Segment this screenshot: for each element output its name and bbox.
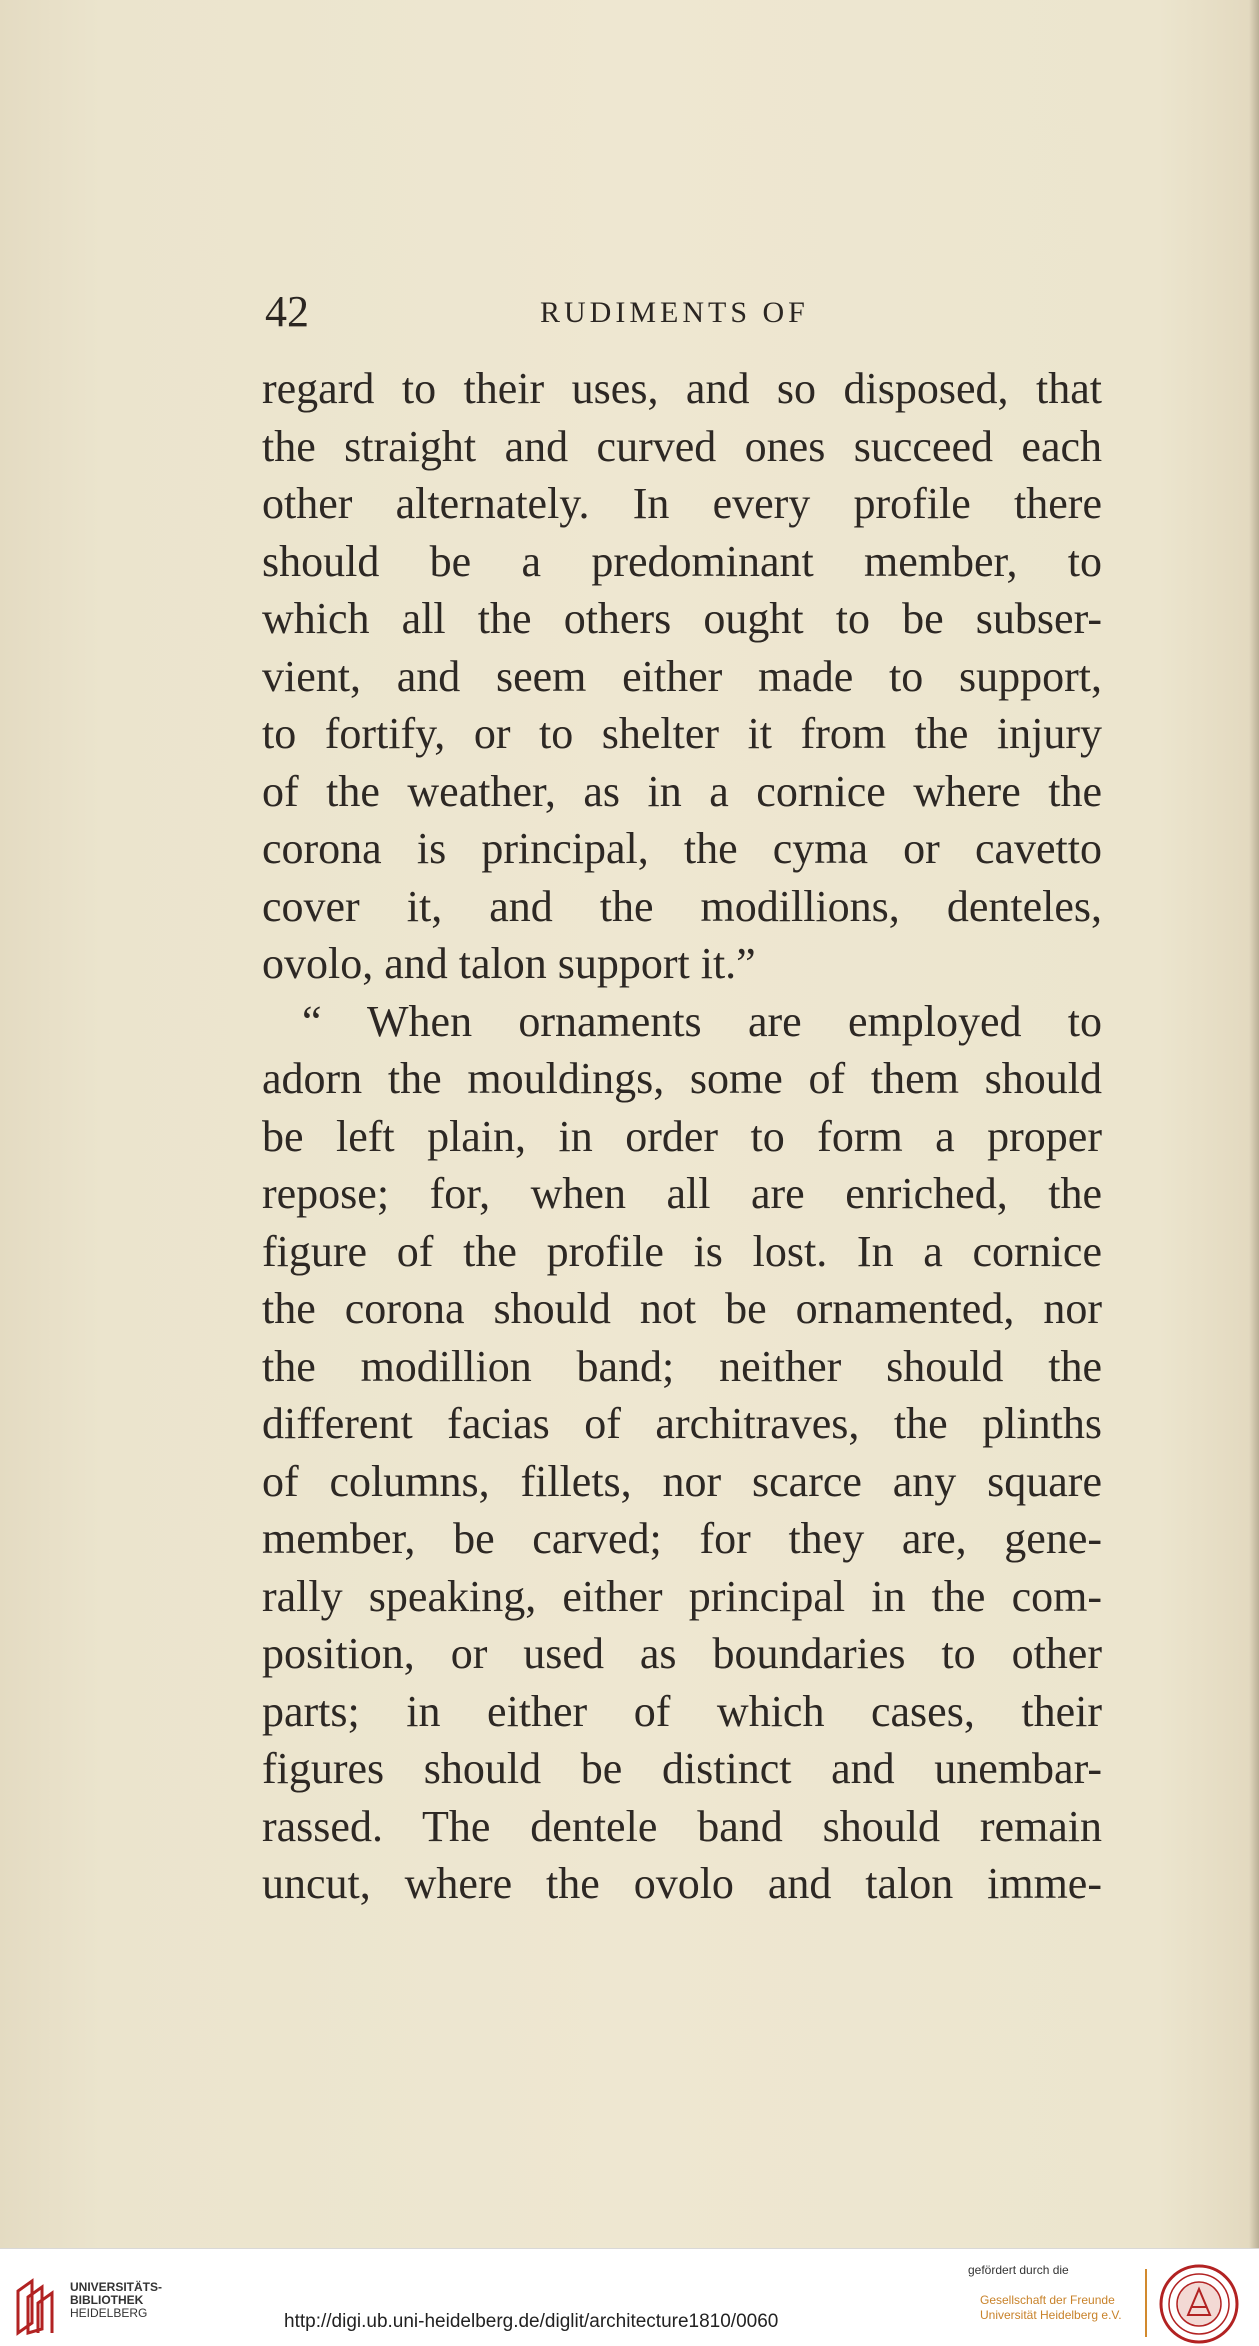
text-line: different facias of architraves, the plinths (262, 1399, 1102, 1448)
library-name (70, 2281, 162, 2320)
text-line: the modillion band; neither should the (262, 1341, 1102, 1391)
library-name-line: UNIVERSITÄTS- (70, 2280, 163, 2294)
text-line: the straight and curved ones succeed each (262, 421, 1102, 471)
page-edge-shadow (1249, 0, 1259, 2248)
page-number: 42 (265, 287, 309, 336)
sponsor-name (980, 2293, 1122, 2323)
sponsor-name-line: Universität Heidelberg e.V. (980, 2308, 1122, 2322)
text-line: which all the others ought to be subser- (262, 594, 1102, 643)
library-name-line: BIBLIOTHEK (70, 2293, 144, 2307)
text-line: of columns, fillets, nor scarce any square (262, 1456, 1102, 1506)
text-line: rassed. The dentele band should remain (262, 1801, 1102, 1851)
text-line: position, or used as boundaries to other (262, 1629, 1102, 1678)
text-line: member, be carved; for they are, gene- (262, 1514, 1102, 1563)
sponsor-name-line: Gesellschaft der Freunde (980, 2293, 1115, 2307)
text-line: should be a predominant member, to (262, 536, 1102, 586)
text-line: parts; in either of which cases, their (262, 1686, 1102, 1736)
text-line: uncut, where the ovolo and talon imme- (262, 1859, 1102, 1908)
sponsor-label: gefördert durch die (968, 2263, 1069, 2277)
text-line: figure of the profile is lost. In a cornice (262, 1226, 1102, 1276)
text-line: of the weather, as in a cornice where the (262, 766, 1102, 816)
sponsor-divider (1145, 2269, 1147, 2337)
text-line: corona is principal, the cyma or cavetto (262, 824, 1102, 873)
text-line: ovolo, and talon support it.” (262, 939, 756, 988)
text-line: adorn the mouldings, some of them should (262, 1054, 1102, 1103)
permalink-url[interactable]: http://digi.ub.uni-heidelberg.de/diglit/architecture1810/0060 (284, 2311, 779, 2332)
digitization-footer (0, 2248, 1259, 2346)
running-head (265, 282, 1105, 342)
text-line: cover it, and the modillions, denteles, (262, 881, 1102, 931)
library-name-line: HEIDELBERG (70, 2306, 148, 2320)
body-text (262, 360, 1102, 1913)
text-line: the corona should not be ornamented, nor (262, 1284, 1102, 1333)
text-line: other alternately. In every profile there (262, 479, 1102, 528)
text-line: rally speaking, either principal in the com- (262, 1571, 1102, 1621)
text-line: repose; for, when all are enriched, the (262, 1169, 1102, 1218)
text-line: vient, and seem either made to support, (262, 651, 1102, 701)
text-line: figures should be distinct and unembar- (262, 1744, 1102, 1793)
text-line: “ When ornaments are employed to (302, 996, 1102, 1046)
text-line: regard to their uses, and so disposed, that (262, 364, 1102, 413)
text-line: to fortify, or to shelter it from the injury (262, 709, 1102, 758)
text-line: be left plain, in order to form a proper (262, 1111, 1102, 1161)
university-library-logo-icon (14, 2277, 60, 2337)
university-seal-icon (1158, 2263, 1240, 2345)
running-head-title: RUDIMENTS OF (540, 296, 809, 329)
